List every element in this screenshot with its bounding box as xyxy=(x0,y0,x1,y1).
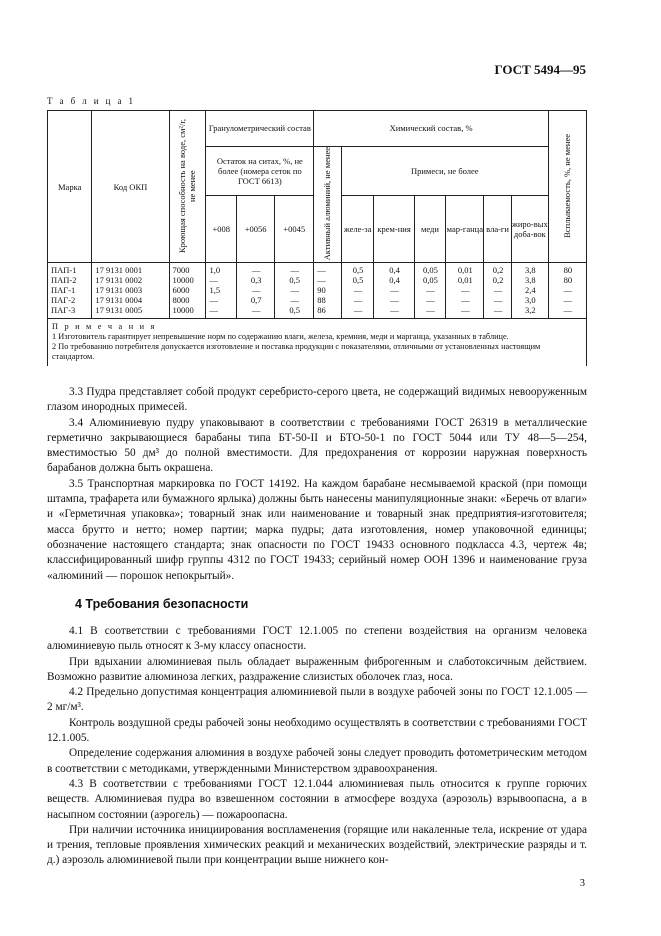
column-marka: ПАП-1 ПАП-2 ПАГ-1 ПАГ-2 ПАГ-3 xyxy=(48,263,92,319)
column-sieve-0045: — 0,5 — — 0,5 xyxy=(275,263,314,319)
header-covering-power-text: Кроющая способность на воде, см²/г, не менее xyxy=(176,118,197,253)
clause-4-2-method: Определение содержания алюминия в воздухе рабочей зоны следует проводить фотометрическим методом в соответствии с методиками, утвержденными Министерством здравоохранения. xyxy=(47,747,587,775)
page-number: 3 xyxy=(579,878,585,889)
column-silicon: 0,4 0,4 — — — xyxy=(374,263,414,319)
header-sieve-0056: +0056 xyxy=(237,195,275,263)
column-fat-additives: 3,8 3,8 2,4 3,0 3,2 xyxy=(511,263,548,319)
column-sieve-008: 1,0 — 1,5 — — xyxy=(206,263,237,319)
header-fat-additives: жиро-вых доба-вок xyxy=(511,195,548,263)
clause-4-2: 4.2 Предельно допустимая концентрация алюминиевой пыли в воздухе рабочей зоны по ГОСТ 12.1.005 — 2 мг/м³. xyxy=(47,686,587,714)
header-active-aluminium-text: Активный алюминий, не менее xyxy=(321,147,332,261)
specification-table xyxy=(47,110,587,366)
header-floatability xyxy=(548,111,586,263)
column-okp-code: 17 9131 0001 17 9131 0002 17 9131 0003 17 9131 0004 17 9131 0005 xyxy=(92,263,169,319)
clauses-3-3-to-3-5 xyxy=(47,385,587,584)
header-sieve-0045: +0045 xyxy=(275,195,314,263)
table-caption: Т а б л и ц а 1 xyxy=(47,96,136,106)
column-covering-power: 7000 10000 6000 8000 10000 xyxy=(169,263,206,319)
header-floatability-text: Всплываемость, %, не менее xyxy=(561,133,572,238)
clause-4-3: 4.3 В соответствии с требованиями ГОСТ 12.1.044 алюминиевая пыль относится к группе горючих веществ. Алюминиевая пудра во взвешенном состоянии в атмосфере воздуха (аэрозоль) взрывоопасна, а в насыпном состоянии (аэрогель) — пожароопасна. xyxy=(47,777,587,821)
note-1: 1 Изготовитель гарантирует непревышение норм по содержанию влаги, железа, кремния, меди и марганца, указанных в таблице. xyxy=(52,332,509,342)
note-2: 2 По требованию потребителя допускается изготовление и поставка продукции с показателями, отличными от установленных настоящим стандартом. xyxy=(52,342,541,362)
column-sieve-0056: — 0,3 — 0,7 — xyxy=(237,263,275,319)
header-active-aluminium xyxy=(314,147,341,263)
header-copper: меди xyxy=(414,195,446,263)
table-notes xyxy=(48,319,587,367)
header-iron: желе-за xyxy=(341,195,374,263)
column-manganese: 0,01 0,01 — — — xyxy=(446,263,484,319)
clause-3-4: 3.4 Алюминиевую пудру упаковывают в соответствии с требованиями ГОСТ 26319 в металлические герметично закрывающиеся барабаны типа БТ-50-II и БТО-50-1 по ГОСТ 5044 или ТУ 48—5—254, вместимостью 50 дм³ до полной вместимости. Для предохранения от коррозии наружная поверхность барабанов должна быть окрашена. xyxy=(47,416,587,475)
header-covering-power xyxy=(169,111,206,263)
clause-3-5: 3.5 Транспортная маркировка по ГОСТ 14192. На каждом барабане несмываемой краской (при помощи штампа, трафарета или бумажного ярлыка) должны быть нанесены манипуляционные знаки: «Беречь от влаги» и «Герметичная упаковка»; товарный знак или наименование и товарный знак предприятия-изготовителя; масса брутто и нетто; номер партии; марка пудры; дата изготовления, номер упаковочной единицы; обозначение настоящего стандарта; знак опасности по ГОСТ 19433 основного подкласса 4.3, чертеж 4в; классифицированный шифр группы 4312 по ГОСТ 19433; серийный номер ООН 1396 и наименование груза «алюминий — порошок непокрытый». xyxy=(47,477,587,582)
header-granulometric: Гранулометрический состав xyxy=(206,111,314,147)
column-copper: 0,05 0,05 — — — xyxy=(414,263,446,319)
column-floatability: 80 80 — — — xyxy=(548,263,586,319)
header-silicon: крем-ния xyxy=(374,195,414,263)
notes-title: П р и м е ч а н и я xyxy=(52,322,157,332)
clause-4-1: 4.1 В соответствии с требованиями ГОСТ 12.1.005 по степени воздействия на организм человека алюминиевую пыль относят к 3-му классу опасности. xyxy=(47,625,587,653)
clause-4-2-control: Контроль воздушной среды рабочей зоны необходимо осуществлять в соответствии с требованиями ГОСТ 12.1.005. xyxy=(47,716,587,745)
column-moisture: 0,2 0,2 — — — xyxy=(484,263,511,319)
header-chemical: Химический состав, % xyxy=(314,111,549,147)
header-okp-code: Код ОКП xyxy=(92,111,169,263)
column-iron: 0,5 0,5 — — — xyxy=(341,263,374,319)
header-sieve-008: +008 xyxy=(206,195,237,263)
clause-4-3-cont: При наличии источника инициирования воспламенения (горящие или накаленные тела, искрение от удара и трения, тепловые проявления химических реакций и механических воздействий, электрические разряды и т. д.) аэрозоль алюминиевой пыли при концентрации выше нижнего кон- xyxy=(47,823,587,867)
header-sieve-residue: Остаток на ситах, %, не более (номера сеток по ГОСТ 6613) xyxy=(206,147,314,196)
table-data-rows xyxy=(48,263,587,319)
clause-4-1-cont: При вдыхании алюминиевая пыль обладает выраженным фиброгенным и слаботоксичным действием. Возможно развитие алюминоза легких, раздражение слизистых оболочек глаз, носа. xyxy=(47,655,587,683)
clause-3-3: 3.3 Пудра представляет собой продукт серебристо-серого цвета, не содержащий видимых невооруженным глазом инородных примесей. xyxy=(47,386,587,414)
column-active-aluminium: — — 90 88 86 xyxy=(314,263,341,319)
section-4-heading: 4 Требования безопасности xyxy=(75,597,249,611)
header-moisture: вла-ги xyxy=(484,195,511,263)
header-manganese: мар-ганца xyxy=(446,195,484,263)
header-marka: Марка xyxy=(48,111,92,263)
clauses-4-1-to-4-3 xyxy=(47,624,587,869)
header-impurities: Примеси, не более xyxy=(341,147,548,196)
standard-designation: ГОСТ 5494—95 xyxy=(494,62,586,77)
